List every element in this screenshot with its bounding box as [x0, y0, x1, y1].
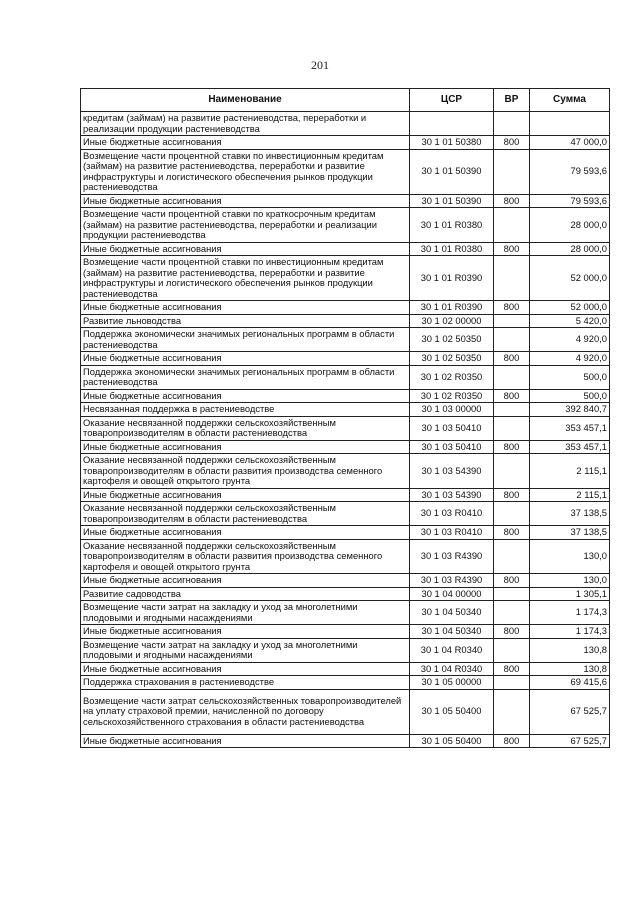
table-row	[81, 676, 610, 690]
cell-vr	[494, 454, 530, 489]
cell-sum: 2 115,1	[530, 454, 610, 489]
header-csr: ЦСР	[410, 89, 494, 112]
cell-vr: 800	[494, 526, 530, 540]
cell-vr: 800	[494, 194, 530, 208]
cell-sum: 28 000,0	[530, 242, 610, 256]
cell-vr	[494, 587, 530, 601]
table-row	[81, 389, 610, 403]
cell-sum: 353 457,1	[530, 416, 610, 440]
cell-vr: 800	[494, 136, 530, 150]
cell-csr: 30 1 03 R0410	[410, 526, 494, 540]
cell-name: Иные бюджетные ассигнования	[81, 734, 410, 748]
cell-vr	[494, 601, 530, 625]
table-row	[81, 539, 610, 574]
table-row	[81, 242, 610, 256]
cell-csr: 30 1 01 50390	[410, 194, 494, 208]
table-row	[81, 256, 610, 301]
cell-csr: 30 1 02 R0350	[410, 365, 494, 389]
cell-sum: 67 525,7	[530, 734, 610, 748]
budget-table	[80, 88, 610, 748]
cell-csr: 30 1 04 00000	[410, 587, 494, 601]
cell-name: Поддержка экономически значимых региональных программ в области растениеводства	[81, 365, 410, 389]
cell-name: Развитие садоводства	[81, 587, 410, 601]
cell-vr	[494, 328, 530, 352]
cell-csr: 30 1 02 50350	[410, 328, 494, 352]
cell-vr	[494, 256, 530, 301]
cell-sum: 52 000,0	[530, 301, 610, 315]
cell-name: Возмещение части процентной ставки по краткосрочным кредитам (займам) на развитие растениеводства, переработки и реализации продукции растениеводства	[81, 208, 410, 243]
cell-csr	[410, 112, 494, 136]
cell-csr: 30 1 03 R4390	[410, 539, 494, 574]
cell-vr	[494, 638, 530, 662]
cell-sum: 37 138,5	[530, 502, 610, 526]
table-row	[81, 403, 610, 417]
cell-name: Возмещение части затрат на закладку и уход за многолетними плодовыми и ягодными насаждениями	[81, 601, 410, 625]
cell-csr: 30 1 03 R4390	[410, 574, 494, 588]
cell-name: Возмещение части затрат на закладку и уход за многолетними плодовыми и ягодными насаждениями	[81, 638, 410, 662]
table-row	[81, 587, 610, 601]
cell-sum: 4 920,0	[530, 352, 610, 366]
cell-sum: 130,8	[530, 662, 610, 676]
table-row	[81, 301, 610, 315]
cell-vr	[494, 208, 530, 243]
cell-name: Возмещение части затрат сельскохозяйственных товаропроизводителей на уплату страховой премии, начисленной по договору сельскохозяйственного страхования в области растениеводства	[81, 689, 410, 734]
table-header-row	[81, 89, 610, 112]
cell-sum: 47 000,0	[530, 136, 610, 150]
cell-name: Иные бюджетные ассигнования	[81, 242, 410, 256]
cell-name: Возмещение части процентной ставки по инвестиционным кредитам (займам) на развитие растениеводства, переработки и развитие инфраструктуры и логистического обеспечения рынков продукции растениеводства	[81, 256, 410, 301]
header-vr: ВР	[494, 89, 530, 112]
cell-csr: 30 1 03 54390	[410, 454, 494, 489]
cell-csr: 30 1 03 00000	[410, 403, 494, 417]
cell-csr: 30 1 03 50410	[410, 416, 494, 440]
cell-sum: 67 525,7	[530, 689, 610, 734]
cell-sum: 130,8	[530, 638, 610, 662]
cell-name: Возмещение части процентной ставки по инвестиционным кредитам (займам) на развитие растениеводства, переработки и развитие инфраструктуры и логистического обеспечения рынков продукции растениеводства	[81, 149, 410, 194]
table-row	[81, 526, 610, 540]
table-row	[81, 662, 610, 676]
table-row	[81, 112, 610, 136]
cell-vr: 800	[494, 662, 530, 676]
cell-sum: 353 457,1	[530, 440, 610, 454]
table-row	[81, 689, 610, 734]
cell-vr: 800	[494, 440, 530, 454]
table-row	[81, 601, 610, 625]
cell-csr: 30 1 04 50340	[410, 601, 494, 625]
cell-name: Иные бюджетные ассигнования	[81, 136, 410, 150]
cell-sum: 52 000,0	[530, 256, 610, 301]
table-row	[81, 502, 610, 526]
table-row	[81, 440, 610, 454]
table-row	[81, 208, 610, 243]
cell-csr: 30 1 01 R0380	[410, 242, 494, 256]
cell-csr: 30 1 01 R0380	[410, 208, 494, 243]
cell-sum: 130,0	[530, 574, 610, 588]
cell-name: Иные бюджетные ассигнования	[81, 440, 410, 454]
table-row	[81, 454, 610, 489]
table-row	[81, 625, 610, 639]
cell-sum: 5 420,0	[530, 314, 610, 328]
cell-sum: 1 174,3	[530, 625, 610, 639]
cell-sum	[530, 112, 610, 136]
cell-name: кредитам (займам) на развитие растениеводства, переработки и реализации продукции растениеводства	[81, 112, 410, 136]
cell-csr: 30 1 03 54390	[410, 488, 494, 502]
table-row	[81, 734, 610, 748]
cell-csr: 30 1 05 50400	[410, 689, 494, 734]
cell-vr	[494, 112, 530, 136]
cell-csr: 30 1 03 R0410	[410, 502, 494, 526]
cell-vr	[494, 416, 530, 440]
cell-csr: 30 1 01 R0390	[410, 301, 494, 315]
cell-vr: 800	[494, 488, 530, 502]
cell-sum: 2 115,1	[530, 488, 610, 502]
cell-sum: 1 174,3	[530, 601, 610, 625]
table-row	[81, 488, 610, 502]
cell-vr: 800	[494, 389, 530, 403]
cell-name: Оказание несвязанной поддержки сельскохозяйственным товаропроизводителям в области растениеводства	[81, 416, 410, 440]
table-row	[81, 136, 610, 150]
table-row	[81, 149, 610, 194]
cell-name: Иные бюджетные ассигнования	[81, 662, 410, 676]
cell-csr: 30 1 01 50390	[410, 149, 494, 194]
cell-name: Несвязанная поддержка в растениеводстве	[81, 403, 410, 417]
cell-name: Поддержка страхования в растениеводстве	[81, 676, 410, 690]
cell-sum: 500,0	[530, 365, 610, 389]
cell-name: Поддержка экономически значимых региональных программ в области растениеводства	[81, 328, 410, 352]
cell-sum: 4 920,0	[530, 328, 610, 352]
table-row	[81, 352, 610, 366]
cell-csr: 30 1 04 50340	[410, 625, 494, 639]
cell-vr: 800	[494, 242, 530, 256]
cell-name: Иные бюджетные ассигнования	[81, 194, 410, 208]
cell-vr	[494, 502, 530, 526]
cell-name: Развитие льноводства	[81, 314, 410, 328]
table-row	[81, 314, 610, 328]
cell-vr: 800	[494, 352, 530, 366]
cell-name: Иные бюджетные ассигнования	[81, 301, 410, 315]
table-row	[81, 328, 610, 352]
cell-name: Оказание несвязанной поддержки сельскохозяйственным товаропроизводителям в области развития производства семенного картофеля и овощей открытого грунта	[81, 454, 410, 489]
cell-sum: 130,0	[530, 539, 610, 574]
cell-name: Иные бюджетные ассигнования	[81, 389, 410, 403]
cell-sum: 1 305,1	[530, 587, 610, 601]
table-row	[81, 365, 610, 389]
cell-vr: 800	[494, 734, 530, 748]
cell-vr	[494, 539, 530, 574]
cell-csr: 30 1 03 50410	[410, 440, 494, 454]
table-row	[81, 194, 610, 208]
cell-csr: 30 1 02 00000	[410, 314, 494, 328]
cell-vr	[494, 403, 530, 417]
cell-csr: 30 1 04 R0340	[410, 638, 494, 662]
cell-sum: 28 000,0	[530, 208, 610, 243]
cell-vr: 800	[494, 574, 530, 588]
cell-csr: 30 1 04 R0340	[410, 662, 494, 676]
cell-sum: 79 593,6	[530, 194, 610, 208]
cell-csr: 30 1 02 R0350	[410, 389, 494, 403]
page-number: 201	[311, 58, 329, 72]
cell-vr	[494, 689, 530, 734]
table-row	[81, 416, 610, 440]
cell-name: Оказание несвязанной поддержки сельскохозяйственным товаропроизводителям в области развития производства семенного картофеля и овощей открытого грунта	[81, 539, 410, 574]
cell-name: Иные бюджетные ассигнования	[81, 488, 410, 502]
cell-csr: 30 1 02 50350	[410, 352, 494, 366]
cell-vr	[494, 365, 530, 389]
cell-name: Иные бюджетные ассигнования	[81, 526, 410, 540]
cell-csr: 30 1 05 00000	[410, 676, 494, 690]
table-body	[81, 112, 610, 748]
cell-csr: 30 1 05 50400	[410, 734, 494, 748]
cell-sum: 500,0	[530, 389, 610, 403]
table-row	[81, 574, 610, 588]
cell-csr: 30 1 01 R0390	[410, 256, 494, 301]
cell-vr: 800	[494, 625, 530, 639]
cell-vr	[494, 676, 530, 690]
header-sum: Сумма	[530, 89, 610, 112]
cell-sum: 392 840,7	[530, 403, 610, 417]
cell-name: Оказание несвязанной поддержки сельскохозяйственным товаропроизводителям в области растениеводства	[81, 502, 410, 526]
cell-name: Иные бюджетные ассигнования	[81, 352, 410, 366]
cell-vr: 800	[494, 301, 530, 315]
cell-sum: 37 138,5	[530, 526, 610, 540]
cell-sum: 69 415,6	[530, 676, 610, 690]
header-name: Наименование	[81, 89, 410, 112]
cell-csr: 30 1 01 50380	[410, 136, 494, 150]
cell-name: Иные бюджетные ассигнования	[81, 574, 410, 588]
cell-sum: 79 593,6	[530, 149, 610, 194]
table-row	[81, 638, 610, 662]
cell-vr	[494, 314, 530, 328]
cell-vr	[494, 149, 530, 194]
cell-name: Иные бюджетные ассигнования	[81, 625, 410, 639]
